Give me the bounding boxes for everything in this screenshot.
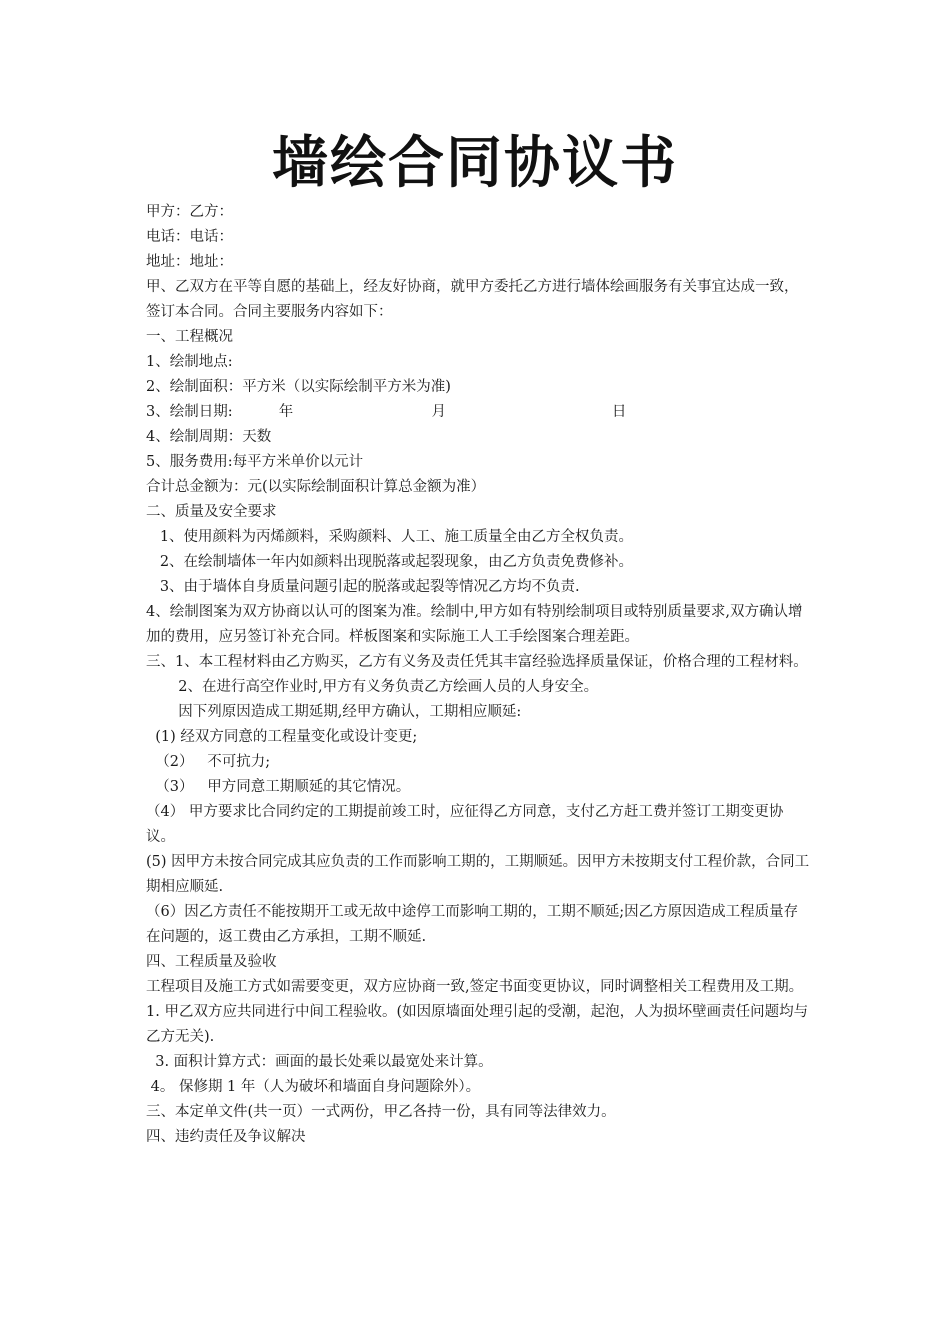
clause-paragraph: （4） 甲方要求比合同约定的工期提前竣工时，应征得乙方同意，支付乙方赶工费并签订工期变更协议。 <box>146 804 784 845</box>
clause-paragraph: 1. 甲乙双方应共同进行中间工程验收。(如因原墙面处理引起的受潮，起泡，人为损坏壁画责任问题均与乙方无关). <box>146 1004 809 1045</box>
clause-line: 2、绘制面积：平方米（以实际绘制平方米为准) <box>146 379 451 395</box>
clause-line: 3. 面积计算方式：画面的最长处乘以最宽处来计算。 <box>146 1054 493 1070</box>
section-heading: 二、质量及安全要求 <box>146 504 277 520</box>
clause-line: 因下列原因造成工期延期,经甲方确认，工期相应顺延: <box>146 704 522 720</box>
section-heading: 四、违约责任及争议解决 <box>146 1129 306 1145</box>
party-phone-line: 电话：电话： <box>146 229 233 245</box>
clause-line: 2、在进行高空作业时,甲方有义务负责乙方绘画人员的人身安全。 <box>146 679 599 695</box>
document-body <box>146 200 810 1150</box>
clause-line: 合计总金额为：元(以实际绘制面积计算总金额为准） <box>146 479 486 495</box>
party-names-line: 甲方：乙方： <box>146 204 233 220</box>
section-heading: 一、工程概况 <box>146 329 233 345</box>
clause-line: 1、绘制地点: <box>146 354 233 370</box>
section-heading: 四、工程质量及验收 <box>146 954 277 970</box>
clause-paragraph: (5) 因甲方未按合同完成其应负责的工作而影响工期的，工期顺延。因甲方未按期支付工程价款，合同工期相应顺延. <box>146 854 810 895</box>
clause-paragraph: 4、绘制图案为双方协商以认可的图案为准。绘制中,甲方如有特别绘制项目或特别质量要求,双方确认增加的费用，应另签订补充合同。样板图案和实际施工人工手绘图案合理差距。 <box>146 604 803 645</box>
clause-line: (1) 经双方同意的工程量变化或设计变更; <box>146 729 418 745</box>
clause-line: 3、绘制日期: 年 月 日 <box>146 404 627 420</box>
clause-line: 2、在绘制墙体一年内如颜料出现脱落或起裂现象，由乙方负责免费修补。 <box>146 554 634 570</box>
clause-line: （2） 不可抗力; <box>146 754 271 770</box>
clause-paragraph: （6）因乙方责任不能按期开工或无故中途停工而影响工期的，工期不顺延;因乙方原因造成工程质量存在问题的，返工费由乙方承担，工期不顺延. <box>146 904 799 945</box>
party-address-line: 地址：地址： <box>146 254 233 270</box>
clause-paragraph: 三、1、本工程材料由乙方购买，乙方有义务及责任凭其丰富经验选择质量保证，价格合理的工程材料。 <box>146 654 808 670</box>
clause-line: 5、服务费用:每平方米单价以元计 <box>146 454 364 470</box>
clause-line: 3、由于墙体自身质量问题引起的脱落或起裂等情况乙方均不负责. <box>146 579 580 595</box>
clause-line: 1、使用颜料为丙烯颜料，采购颜料、人工、施工质量全由乙方全权负责。 <box>146 529 634 545</box>
clause-line: 三、本定单文件(共一页）一式两份，甲乙各持一份，具有同等法律效力。 <box>146 1104 616 1120</box>
clause-line: （3） 甲方同意工期顺延的其它情况。 <box>146 779 411 795</box>
clause-line: 4。 保修期 1 年（人为破坏和墙面自身问题除外）。 <box>146 1079 481 1095</box>
preamble-paragraph: 甲、乙双方在平等自愿的基础上，经友好协商，就甲方委托乙方进行墙体绘画服务有关事宜达成一致，签订本合同。合同主要服务内容如下： <box>146 279 799 320</box>
clause-paragraph: 工程项目及施工方式如需要变更，双方应协商一致,签定书面变更协议，同时调整相关工程费用及工期。 <box>146 979 804 995</box>
document-title: 墙绘合同协议书 <box>272 131 678 196</box>
clause-line: 4、绘制周期：天数 <box>146 429 272 445</box>
